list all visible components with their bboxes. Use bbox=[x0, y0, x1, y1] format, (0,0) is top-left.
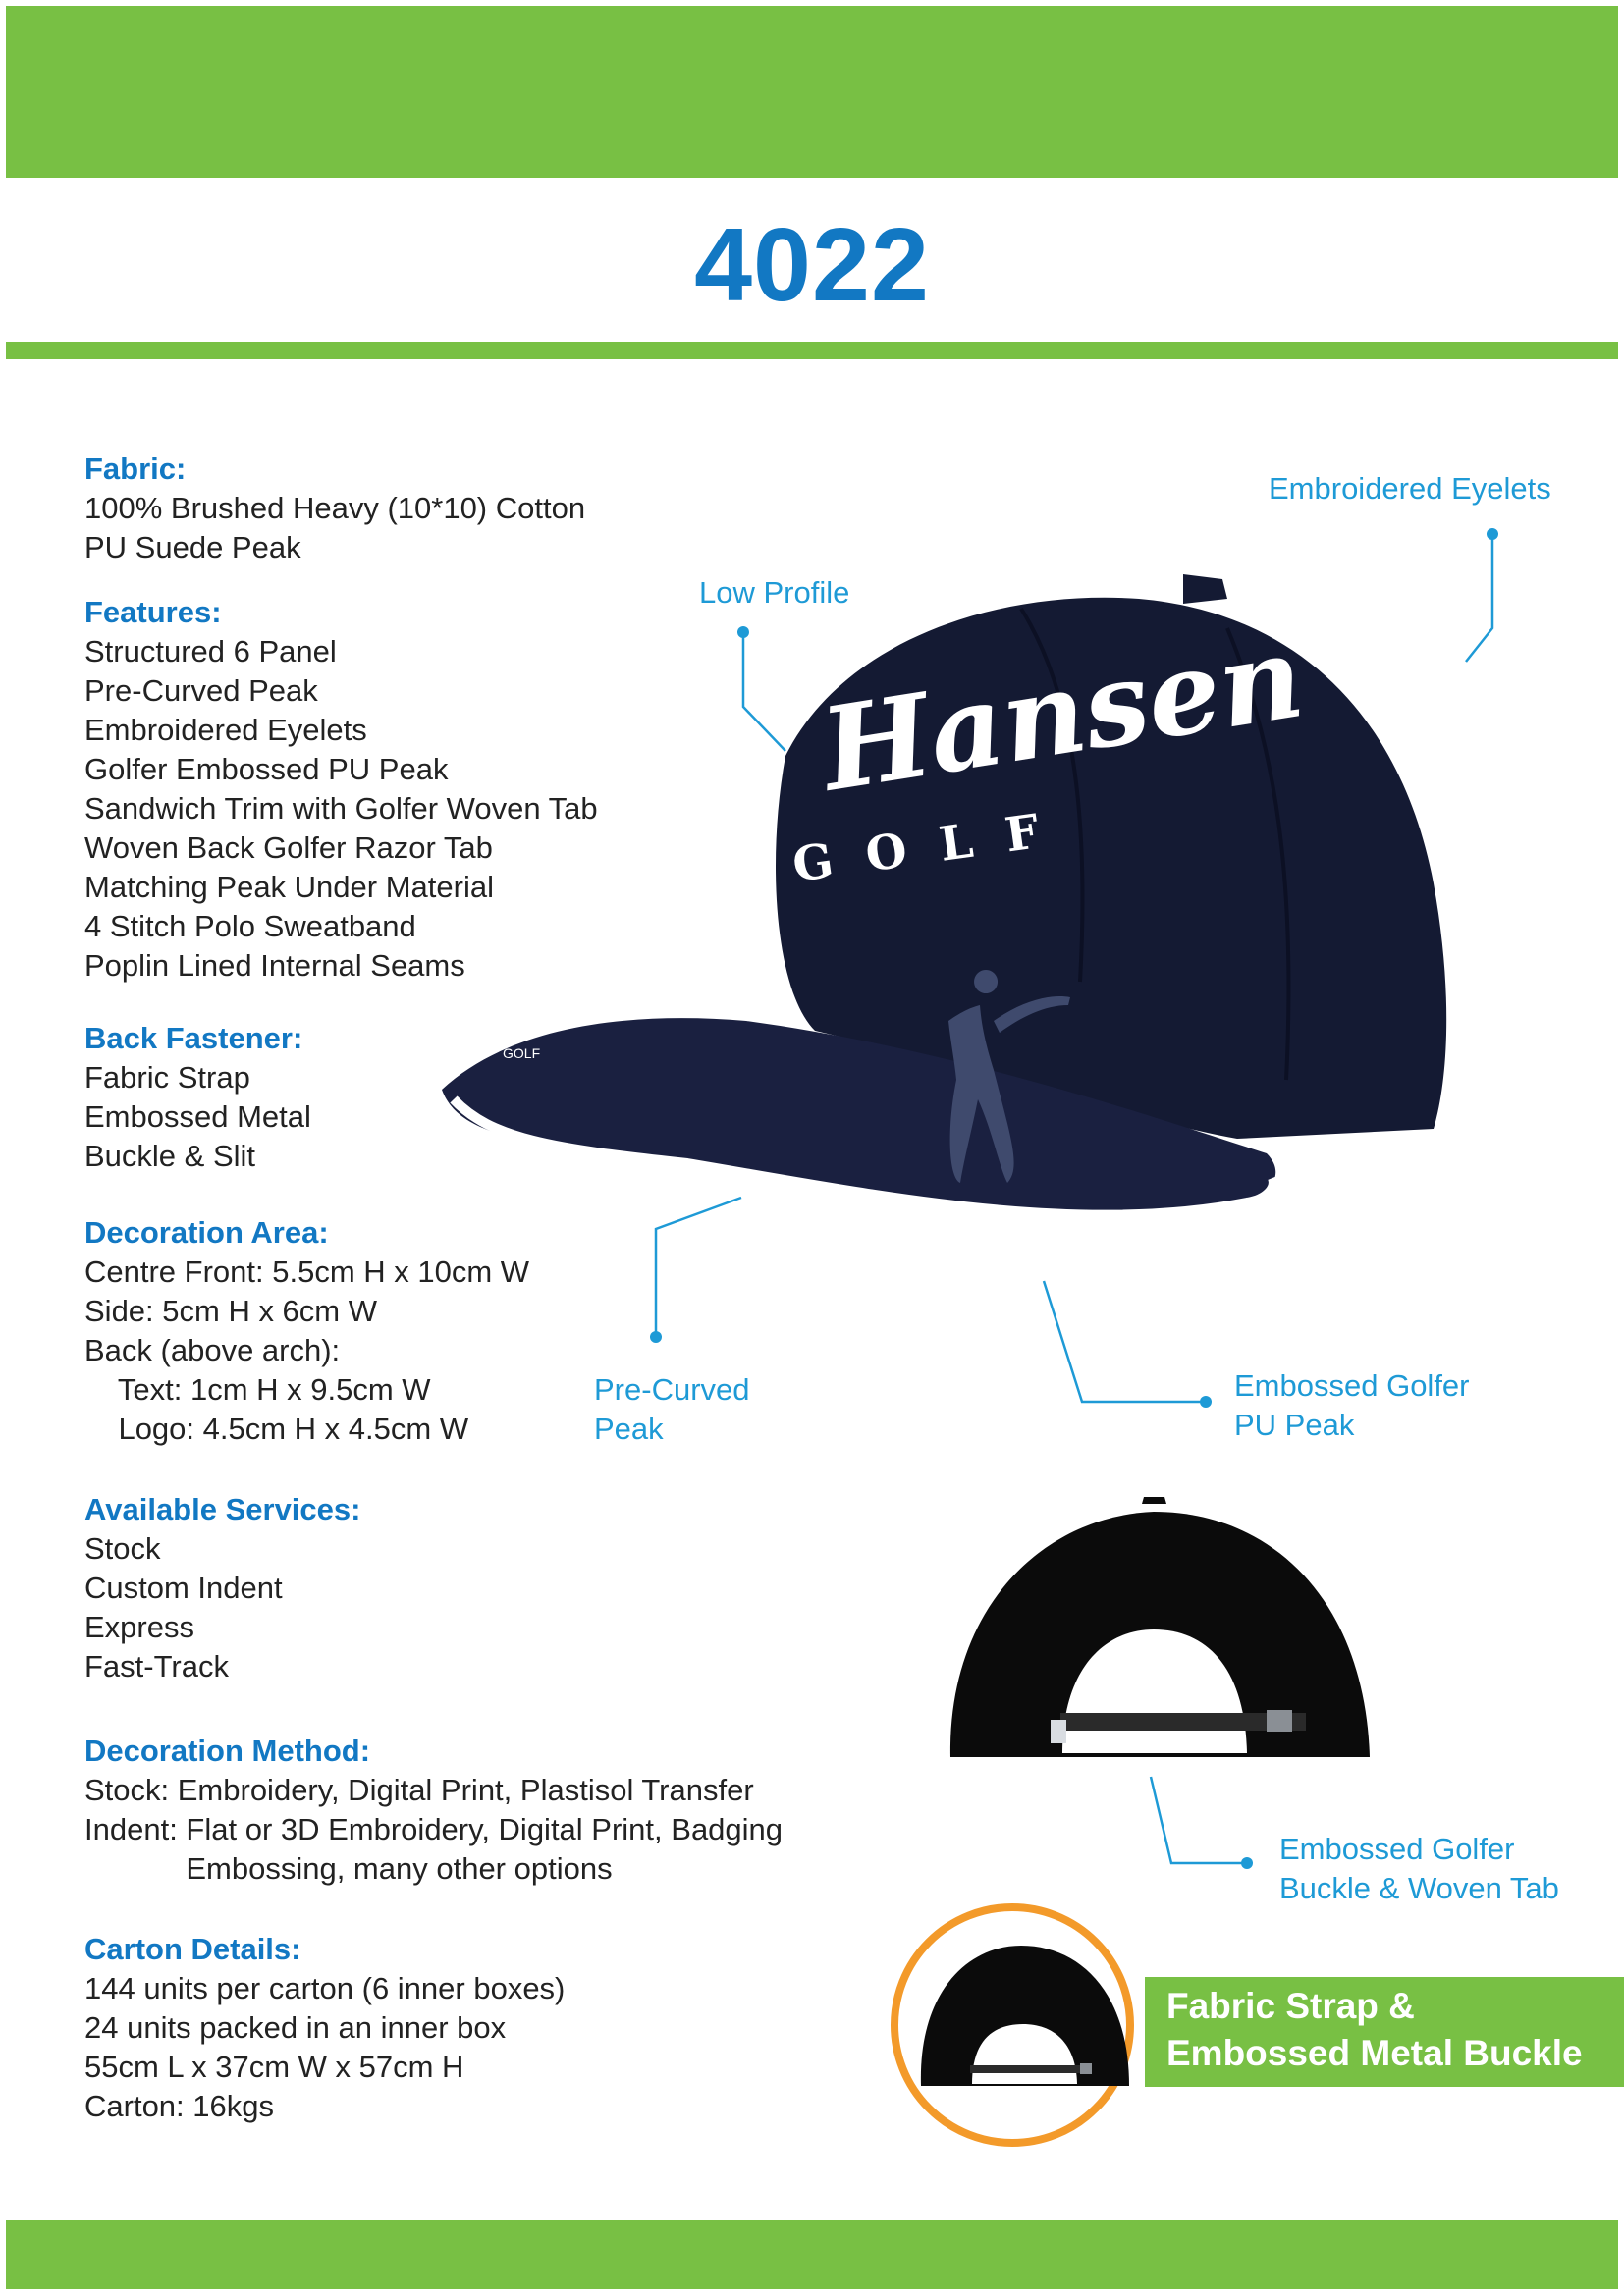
spec-line: Embossing, many other options bbox=[84, 1851, 613, 1886]
cap-back-image bbox=[950, 1497, 1370, 1757]
spec-line: Text: 1cm H x 9.5cm W bbox=[84, 1372, 431, 1407]
cap-thumbnail-image bbox=[894, 1907, 1130, 2143]
spec-line: Embroidered Eyelets bbox=[84, 713, 367, 747]
cap-front-image bbox=[442, 574, 1446, 1215]
spec-line: Pre-Curved Peak bbox=[84, 673, 318, 708]
spec-line: Express bbox=[84, 1610, 194, 1644]
spec-line: Logo: 4.5cm H x 4.5cm W bbox=[84, 1412, 469, 1446]
spec-line: 100% Brushed Heavy (10*10) Cotton bbox=[84, 491, 586, 525]
spec-line: Back (above arch): bbox=[84, 1333, 341, 1367]
callout-embroidered-eyelets: Embroidered Eyelets bbox=[1269, 471, 1551, 506]
spec-heading: Carton Details: bbox=[84, 1932, 301, 1966]
spec-line: Custom Indent bbox=[84, 1571, 283, 1605]
peak-tab-text: GOLF bbox=[503, 1045, 541, 1061]
product-code: 4022 bbox=[694, 207, 930, 323]
spec-line: Stock: Embroidery, Digital Print, Plastisol Transfer bbox=[84, 1773, 754, 1807]
spec-line: Fabric Strap bbox=[84, 1060, 250, 1095]
spec-line: Embossed Metal bbox=[84, 1099, 311, 1134]
spec-line: 144 units per carton (6 inner boxes) bbox=[84, 1971, 566, 2005]
spec-heading: Decoration Method: bbox=[84, 1734, 371, 1768]
spec-heading: Back Fastener: bbox=[84, 1021, 303, 1055]
spec-heading: Fabric: bbox=[84, 452, 187, 486]
badge-line: Fabric Strap & bbox=[1166, 1986, 1415, 2026]
callout-pre-curved-peak: Pre-Curved Peak bbox=[594, 1372, 750, 1446]
spec-line: Indent: Flat or 3D Embroidery, Digital Print, Badging bbox=[84, 1812, 784, 1846]
spec-line: 4 Stitch Polo Sweatband bbox=[84, 909, 416, 943]
cap-logo-golf: GOLF bbox=[788, 799, 1076, 893]
callout-embossed-golfer-buckle: Embossed Golfer Buckle & Woven Tab bbox=[1279, 1832, 1559, 1905]
spec-line: Fast-Track bbox=[84, 1649, 229, 1683]
spec-line: Buckle & Slit bbox=[84, 1139, 256, 1173]
spec-line: Stock bbox=[84, 1531, 161, 1566]
spec-line: Carton: 16kgs bbox=[84, 2089, 274, 2123]
spec-line: Golfer Embossed PU Peak bbox=[84, 752, 449, 786]
spec-heading: Decoration Area: bbox=[84, 1215, 329, 1250]
spec-line: Poplin Lined Internal Seams bbox=[84, 948, 465, 983]
spec-line: 24 units packed in an inner box bbox=[84, 2010, 507, 2045]
spec-heading: Features: bbox=[84, 595, 222, 629]
spec-line: Centre Front: 5.5cm H x 10cm W bbox=[84, 1255, 530, 1289]
spec-line: Side: 5cm H x 6cm W bbox=[84, 1294, 377, 1328]
callout-low-profile: Low Profile bbox=[699, 575, 850, 610]
cap-logo-script: Hansen bbox=[813, 610, 1312, 818]
badge-line: Embossed Metal Buckle bbox=[1166, 2033, 1583, 2073]
spec-heading: Available Services: bbox=[84, 1492, 361, 1526]
spec-line: PU Suede Peak bbox=[84, 530, 301, 564]
spec-line: Sandwich Trim with Golfer Woven Tab bbox=[84, 791, 598, 826]
feature-badge bbox=[1145, 1977, 1624, 2087]
spec-line: Structured 6 Panel bbox=[84, 634, 337, 668]
callout-embossed-golfer-pu-peak: Embossed Golfer PU Peak bbox=[1234, 1368, 1470, 1442]
spec-line: Matching Peak Under Material bbox=[84, 870, 494, 904]
spec-line: Woven Back Golfer Razor Tab bbox=[84, 830, 493, 865]
bottom-green-band bbox=[6, 2220, 1618, 2289]
spec-line: 55cm L x 37cm W x 57cm H bbox=[84, 2050, 464, 2084]
